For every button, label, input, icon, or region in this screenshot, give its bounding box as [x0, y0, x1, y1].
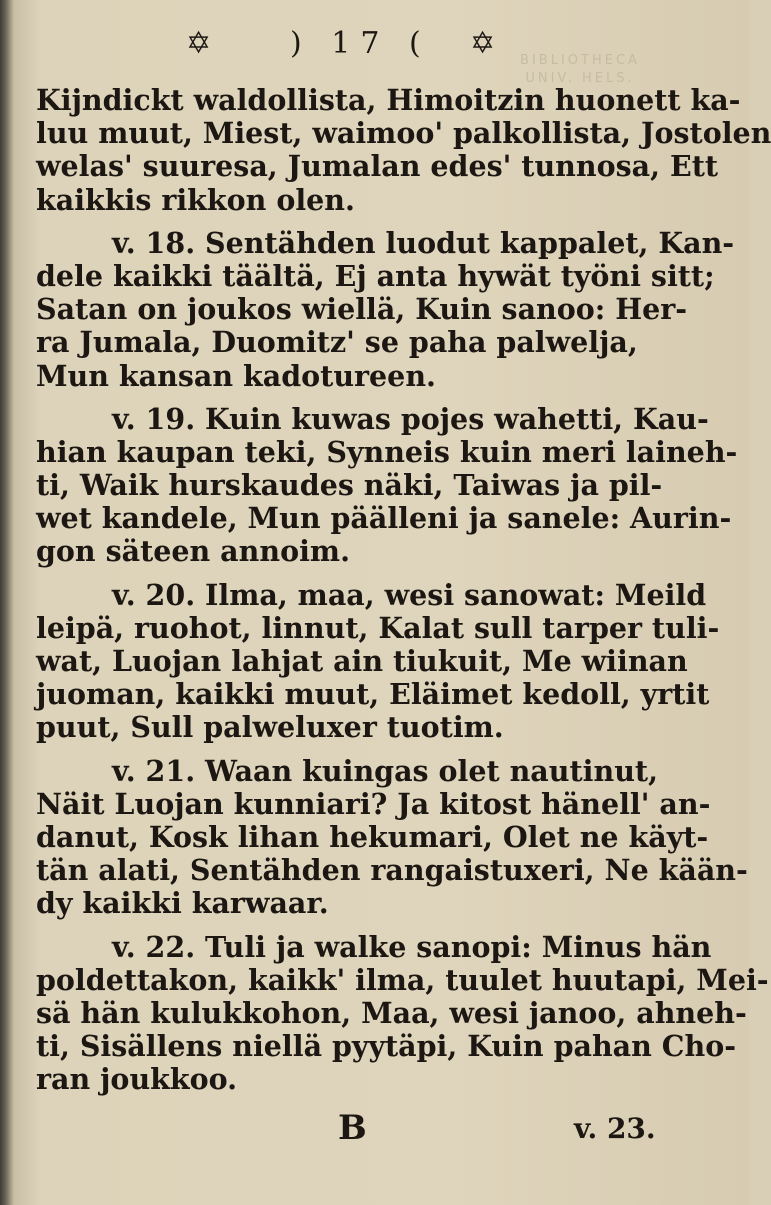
text-line: sä hän kulukkohon, Maa, wesi janoo, ahneh-: [36, 995, 747, 1030]
text-line: ti, Waik hurskaudes näki, Taiwas ja pil-: [36, 468, 663, 503]
text-line: gon säteen annoim.: [36, 534, 350, 569]
text-line: dele kaikki täältä, Ej anta hywät työni sitt;: [36, 258, 715, 293]
text-line: wet kandele, Mun päälleni ja sanele: Aurin-: [36, 501, 732, 536]
verse-start-line: v. 18. Sentähden luodut kappalet, Kan-: [112, 225, 735, 260]
verse-start-line: v. 20. Ilma, maa, wesi sanowat: Meild: [112, 577, 707, 612]
library-stamp-line: BIBLIOTHECA: [520, 53, 640, 68]
text-line: juoman, kaikki muut, Eläimet kedoll, yrtit: [36, 677, 710, 712]
verse-start-line: v. 22. Tuli ja walke sanopi: Minus hän: [112, 929, 712, 964]
catchword: v. 23.: [574, 1112, 656, 1145]
text-line: Näit Luojan kunniari? Ja kitost hänell' an-: [36, 786, 711, 821]
star-ornament-icon: ✡: [186, 26, 212, 61]
verse-start-line: v. 19. Kuin kuwas pojes wahetti, Kau-: [112, 401, 709, 436]
poem-text: [36, 83, 771, 1097]
verse-gap: [36, 921, 661, 931]
text-line: welas' suuresa, Jumalan edes' tunnosa, Ett: [36, 149, 719, 184]
text-line: poldettakon, kaikk' ilma, tuulet huutapi, Mei-: [36, 962, 769, 997]
text-line: kaikkis rikkon olen.: [36, 182, 355, 217]
text-line: puut, Sull palweluxer tuotim.: [36, 710, 504, 745]
text-line: leipä, ruohot, linnut, Kalat sull tarper tuli-: [36, 610, 720, 645]
signature-mark: B: [338, 1108, 367, 1148]
text-line: hian kaupan teki, Synneis kuin meri laineh-: [36, 434, 738, 469]
text-line: ti, Sisällens niellä pyytäpi, Kuin pahan Cho-: [36, 1029, 737, 1064]
text-line: tän alati, Sentähden rangaistuxeri, Ne kään-: [36, 853, 748, 888]
text-line: Satan on joukos wiellä, Kuin sanoo: Her-: [36, 292, 688, 327]
star-ornament-icon: ✡: [470, 26, 496, 61]
text-line: luu muut, Miest, waimoo' palkollista, Jostolen: [36, 116, 771, 151]
library-stamp-line: UNIV. HELS.: [525, 71, 635, 86]
text-line: wat, Luojan lahjat ain tiukuit, Me wiinan: [36, 644, 688, 678]
text-line: Kijndickt waldollista, Himoitzin huonett ka-: [36, 83, 741, 117]
page-footer: [0, 1108, 749, 1158]
text-line: ra Jumala, Duomitz' se paha palwelja,: [36, 325, 638, 360]
text-line: ran joukkoo.: [36, 1062, 238, 1097]
page-header: [0, 22, 749, 86]
text-line: dy kaikki karwaar.: [36, 886, 329, 921]
verse-start-line: v. 21. Waan kuingas olet nautinut,: [112, 753, 659, 788]
text-line: Mun kansan kadotureen.: [36, 358, 436, 393]
text-line: danut, Kosk lihan hekumari, Olet ne käyt-: [36, 819, 709, 854]
page-number: ) 17 (: [290, 26, 431, 61]
